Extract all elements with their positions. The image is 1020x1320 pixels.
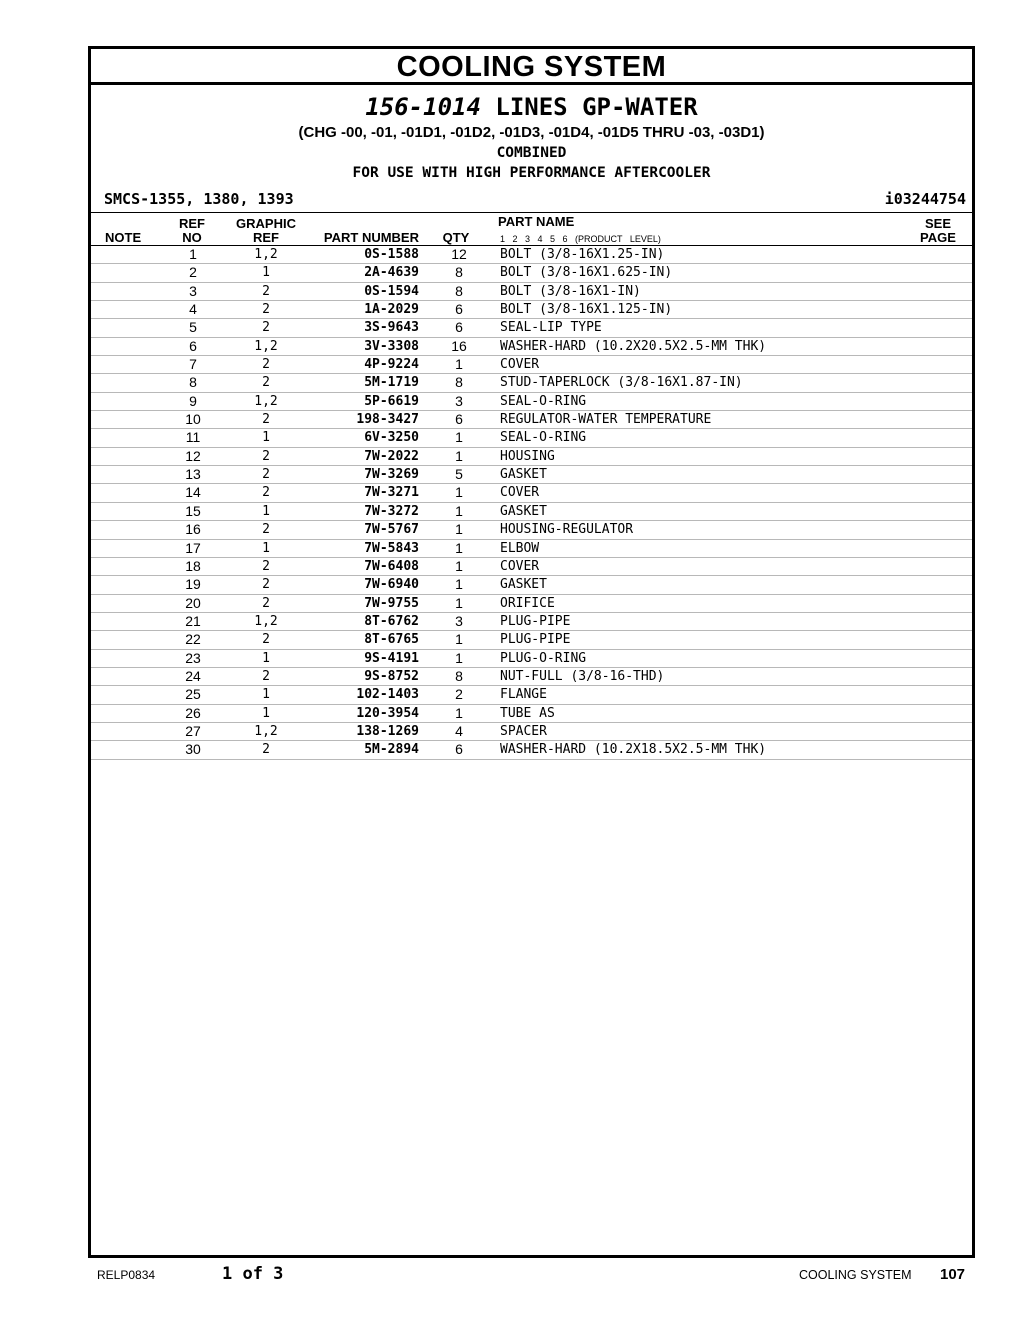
table-row [91,558,972,576]
part-number-cell: 4P-9224 [364,357,419,373]
graphic-ref-cell: 1 [262,687,270,703]
graphic-ref-cell: 1,2 [254,723,278,739]
table-row [91,429,972,447]
table-row [91,723,972,741]
graphic-ref-cell: 1 [262,430,270,446]
qty-cell: 6 [455,741,463,758]
graphic-ref-cell: 2 [262,320,270,336]
combined-label: COMBINED [496,145,567,161]
ref-no-cell: 18 [185,557,201,574]
part-name-cell: SEAL-O-RING [500,430,587,446]
part-number-cell: 7W-2022 [364,448,419,464]
part-number-cell: 7W-5767 [364,522,419,538]
qty-cell: 1 [455,649,463,666]
qty-cell: 1 [455,521,463,538]
qty-cell: 1 [455,539,463,556]
header-graphic-ref: REF [253,230,279,245]
ref-no-cell: 9 [189,392,197,409]
table-row [91,283,972,301]
qty-cell: 8 [455,264,463,281]
footer-page-count: 1 of 3 [222,1264,284,1284]
part-number-cell: 138-1269 [356,723,419,739]
graphic-ref-cell: 1 [262,705,270,721]
part-name-cell: REGULATOR-WATER TEMPERATURE [500,412,712,428]
ref-no-cell: 3 [189,282,197,299]
qty-cell: 5 [455,466,463,483]
ref-no-cell: 11 [185,429,201,446]
table-row [91,484,972,502]
graphic-ref-cell: 2 [262,742,270,758]
qty-cell: 1 [455,631,463,648]
header-see: SEE [924,216,951,231]
table-row [91,246,972,264]
header-qty: QTY [442,230,470,245]
part-name-cell: SEAL-LIP TYPE [500,320,602,336]
table-row [91,319,972,337]
qty-cell: 1 [455,429,463,446]
header-part-name: PART NAME [498,214,575,229]
part-name-cell: HOUSING-REGULATOR [500,522,634,538]
qty-cell: 3 [455,392,463,409]
table-row [91,576,972,594]
part-number-cell: 7W-3271 [364,485,419,501]
group-name: LINES GP-WATER [495,93,698,121]
table-row [91,393,972,411]
change-level-line: (CHG -00, -01, -01D1, -01D2, -01D3, -01D4, -01D5 THRU -03, -03D1) [298,124,765,141]
graphic-ref-cell: 2 [262,467,270,483]
graphic-ref-cell: 1 [262,540,270,556]
table-row [91,521,972,539]
part-name-cell: BOLT (3/8-16X1.125-IN) [500,302,673,318]
graphic-ref-cell: 2 [262,302,270,318]
graphic-ref-cell: 2 [262,283,270,299]
part-number-cell: 7W-3269 [364,467,419,483]
qty-cell: 6 [455,319,463,336]
part-name-cell: SEAL-O-RING [500,393,587,409]
table-row [91,374,972,392]
qty-cell: 8 [455,374,463,391]
ref-no-cell: 19 [185,576,201,593]
qty-cell: 8 [455,667,463,684]
part-number-cell: 3S-9643 [364,320,419,336]
table-row [91,356,972,374]
part-name-cell: BOLT (3/8-16X1.625-IN) [500,265,673,281]
footer-page-number: 107 [940,1266,966,1283]
graphic-ref-cell: 1,2 [254,247,278,262]
part-number-cell: 9S-8752 [364,668,419,684]
part-name-cell: NUT-FULL (3/8-16-THD) [500,668,665,684]
part-name-cell: SPACER [500,723,547,739]
ref-no-cell: 4 [189,301,197,318]
part-name-cell: COVER [500,357,540,373]
part-name-cell: PLUG-PIPE [500,632,571,648]
part-number-cell: 7W-5843 [364,540,419,556]
ref-no-cell: 23 [185,649,201,666]
qty-cell: 2 [455,686,463,703]
table-row [91,595,972,613]
ref-no-cell: 8 [189,374,197,391]
part-name-cell: FLANGE [500,687,547,703]
part-name-cell: HOUSING [500,448,555,464]
part-number-cell: 6V-3250 [364,430,419,446]
graphic-ref-cell: 2 [262,632,270,648]
table-row [91,540,972,558]
qty-cell: 3 [455,612,463,629]
part-name-cell: WASHER-HARD (10.2X20.5X2.5-MM THK) [500,338,767,354]
ref-no-cell: 21 [185,612,201,629]
qty-cell: 1 [455,557,463,574]
graphic-ref-cell: 2 [262,668,270,684]
ref-no-cell: 16 [185,521,201,538]
part-name-cell: GASKET [500,467,547,483]
part-number-cell: 1A-2029 [364,302,419,318]
part-name-cell: BOLT (3/8-16X1.25-IN) [500,247,665,262]
table-row [91,705,972,723]
part-number-cell: 7W-9755 [364,595,419,611]
table-row [91,301,972,319]
footer-doc-code: RELP0834 [97,1268,156,1282]
qty-cell: 1 [455,594,463,611]
part-number-cell: 0S-1588 [364,247,419,262]
graphic-ref-cell: 2 [262,375,270,391]
qty-cell: 1 [455,704,463,721]
part-number-cell: 8T-6765 [364,632,419,648]
ref-no-cell: 20 [185,594,201,611]
illustration-id: i03244754 [884,190,966,208]
part-number-cell: 8T-6762 [364,613,419,629]
part-name-cell: ORIFICE [500,595,555,611]
part-number-cell: 7W-3272 [364,503,419,519]
header-ref-no: NO [182,230,202,245]
header-page: PAGE [920,230,956,245]
use-for-line: FOR USE WITH HIGH PERFORMANCE AFTERCOOLER [352,165,711,181]
part-name-cell: BOLT (3/8-16X1-IN) [500,283,641,299]
qty-cell: 1 [455,502,463,519]
part-number-cell: 5P-6619 [364,393,419,409]
smcs-codes: SMCS-1355, 1380, 1393 [104,190,294,208]
part-name-cell: ELBOW [500,540,540,556]
ref-no-cell: 7 [189,356,197,373]
table-row [91,650,972,668]
table-row [91,466,972,484]
column-headers [91,213,972,246]
part-number-cell: 2A-4639 [364,265,419,281]
part-number-cell: 0S-1594 [364,283,419,299]
ref-no-cell: 12 [185,447,201,464]
graphic-ref-cell: 2 [262,357,270,373]
ref-no-cell: 26 [185,704,201,721]
part-number-cell: 198-3427 [356,412,419,428]
part-name-cell: STUD-TAPERLOCK (3/8-16X1.87-IN) [500,375,743,391]
part-number-cell: 120-3954 [356,705,419,721]
header-part-number: PART NUMBER [323,230,419,245]
part-name-cell: PLUG-O-RING [500,650,587,666]
table-row [91,686,972,704]
graphic-ref-cell: 2 [262,522,270,538]
graphic-ref-cell: 2 [262,558,270,574]
graphic-ref-cell: 2 [262,412,270,428]
header-note: NOTE [105,230,142,245]
part-number-cell: 5M-2894 [364,742,419,758]
ref-no-cell: 6 [189,337,197,354]
ref-no-cell: 15 [185,502,201,519]
table-row [91,613,972,631]
graphic-ref-cell: 1 [262,265,270,281]
group-number: 156-1014 [365,93,481,121]
qty-cell: 6 [455,301,463,318]
table-row [91,411,972,429]
graphic-ref-cell: 1,2 [254,393,278,409]
qty-cell: 1 [455,447,463,464]
table-row [91,338,972,356]
graphic-ref-cell: 2 [262,577,270,593]
qty-cell: 6 [455,411,463,428]
ref-no-cell: 13 [185,466,201,483]
qty-cell: 16 [451,337,467,354]
section-title: COOLING SYSTEM [91,49,972,85]
qty-cell: 4 [455,722,463,739]
ref-no-cell: 5 [189,319,197,336]
ref-no-cell: 10 [185,411,201,428]
graphic-ref-cell: 2 [262,595,270,611]
part-number-cell: 9S-4191 [364,650,419,666]
header-product-levels: 1 2 3 4 5 6 (PRODUCT LEVEL) [500,234,661,244]
ref-no-cell: 25 [185,686,201,703]
ref-no-cell: 27 [185,722,201,739]
group-title [91,92,972,122]
graphic-ref-cell: 1,2 [254,613,278,629]
part-name-cell: PLUG-PIPE [500,613,571,629]
footer-section-name: COOLING SYSTEM [799,1268,912,1282]
header-ref: REF [179,216,205,231]
qty-cell: 1 [455,356,463,373]
part-name-cell: COVER [500,485,540,501]
part-number-cell: 102-1403 [356,687,419,703]
part-number-cell: 7W-6408 [364,558,419,574]
qty-cell: 8 [455,282,463,299]
part-number-cell: 5M-1719 [364,375,419,391]
ref-no-cell: 14 [185,484,201,501]
ref-no-cell: 22 [185,631,201,648]
ref-no-cell: 17 [185,539,201,556]
ref-no-cell: 1 [189,246,197,262]
part-number-cell: 3V-3308 [364,338,419,354]
ref-no-cell: 30 [185,741,201,758]
table-row [91,741,972,759]
table-row [91,264,972,282]
part-name-cell: WASHER-HARD (10.2X18.5X2.5-MM THK) [500,742,767,758]
table-row [91,448,972,466]
graphic-ref-cell: 1,2 [254,338,278,354]
parts-list-frame [88,46,975,1258]
header-graphic: GRAPHIC [236,216,296,231]
qty-cell: 12 [451,246,467,262]
part-name-cell: GASKET [500,503,547,519]
table-row [91,503,972,521]
smcs-row [91,187,972,213]
graphic-ref-cell: 2 [262,448,270,464]
ref-no-cell: 2 [189,264,197,281]
graphic-ref-cell: 2 [262,485,270,501]
parts-table-body [91,246,972,760]
part-number-cell: 7W-6940 [364,577,419,593]
part-name-cell: TUBE AS [500,705,555,721]
qty-cell: 1 [455,576,463,593]
qty-cell: 1 [455,484,463,501]
graphic-ref-cell: 1 [262,503,270,519]
graphic-ref-cell: 1 [262,650,270,666]
part-name-cell: GASKET [500,577,547,593]
ref-no-cell: 24 [185,667,201,684]
part-name-cell: COVER [500,558,540,574]
table-row [91,668,972,686]
table-row [91,631,972,649]
